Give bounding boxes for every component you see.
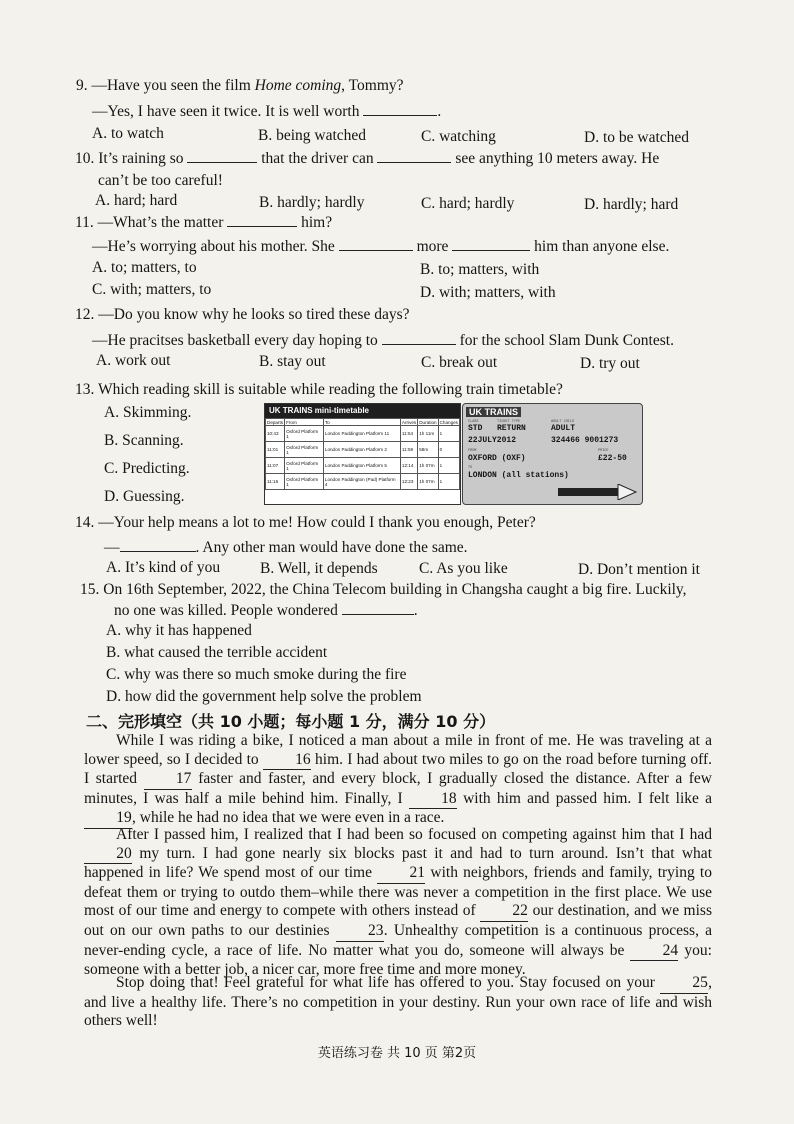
question-15-prompt: 15. On 16th September, 2022, the China Telecom building in Changsha caught a big fire. Luckily, xyxy=(80,581,687,598)
passage-paragraph-3: Stop doing that! Feel grateful for what life has offered to you. Stay focused on your 25, and live a healthy life. There’s no competition in your destiny. Run your own race of life and wish others well! xyxy=(84,974,712,1030)
table-row: 10:43 Oxford Platform 1 London Paddington Platform 11 11:54 1h 11m 1 xyxy=(266,426,460,442)
blank-22: 22 xyxy=(480,902,528,922)
option-a: A. It’s kind of you xyxy=(106,559,221,576)
page-footer: 英语练习卷 共 10 页 第2页 xyxy=(317,1046,477,1061)
question-10-prompt: 10. It’s raining so that the driver can see anything 10 meters away. He xyxy=(75,150,660,167)
blank-25: 25 xyxy=(660,974,708,994)
option-a: A. why it has happened xyxy=(106,622,252,639)
option-a: A. to; matters, to xyxy=(92,259,197,276)
ticket-to: LONDON (all stations) xyxy=(468,471,569,480)
option-c: C. break out xyxy=(421,354,498,371)
option-d: D. try out xyxy=(580,355,640,372)
question-9-answer-line: —Yes, I have seen it twice. It is well worth . xyxy=(92,103,442,120)
train-ticket-image: UK TRAINS CLASS TICKET TYPE ADULT CHILD STD RETURN ADULT 22JULY2012 324466 9001273 FROM PRICE OXFORD (OXF) £22-50 TO LONDON (all stations) xyxy=(462,403,643,505)
blank-23: 23 xyxy=(336,922,384,942)
answer-blank xyxy=(339,236,413,251)
passage-paragraph-2: After I passed him, I realized that I had been so focused on competing against him that I had 20 my turn. I had gone nearly six blocks past it and had to turn around. Isn’t that what happened in life? We spend most of our time 21 with neighbors, friends and family, trying to defeat them or trying to outdo them–while there was never a competition in the first place. We use most of our time and energy to compete with others instead of 22 our destination, and we miss out on our own paths to our destinies 23. Unhealthy competition is a continuous process, a never-ending cycle, a race of life. No matter what you do, someone will always be 24 you: someone with a better job, a nicer car, more free time and more money. xyxy=(84,826,712,979)
ticket-from: OXFORD (OXF) xyxy=(468,454,526,463)
answer-blank xyxy=(377,148,451,163)
option-b: B. to; matters, with xyxy=(420,261,540,278)
question-12-prompt: 12. —Do you know why he looks so tired these days? xyxy=(75,306,410,323)
ticket-passenger: ADULT xyxy=(551,424,576,433)
option-b: B. hardly; hardly xyxy=(259,194,365,211)
option-c: C. hard; hardly xyxy=(421,195,515,212)
question-number: 9. xyxy=(76,77,88,94)
option-b: B. Well, it depends xyxy=(260,560,378,577)
option-a: A. hard; hard xyxy=(95,192,178,209)
option-a: A. work out xyxy=(96,352,171,369)
option-c: C. watching xyxy=(421,128,496,145)
ticket-class: STD xyxy=(468,424,483,433)
blank-24: 24 xyxy=(630,942,678,962)
option-b: B. Scanning. xyxy=(104,432,184,449)
timetable-title: UK TRAINS mini-timetable xyxy=(265,404,460,418)
question-14-line2: — . Any other man would have done the same. xyxy=(104,539,468,556)
option-c: C. As you like xyxy=(419,560,508,577)
answer-blank xyxy=(452,236,530,251)
question-12-line2: —He pracitses basketball every day hoping to for the school Slam Dunk Contest. xyxy=(92,332,674,349)
option-d: D. how did the government help solve the problem xyxy=(106,688,422,705)
option-d: D. Don’t mention it xyxy=(578,561,700,578)
option-c: C. with; matters, to xyxy=(92,281,212,298)
blank-16: 16 xyxy=(263,751,311,771)
option-c: C. why was there so much smoke during the fire xyxy=(106,666,407,683)
answer-blank xyxy=(187,148,257,163)
ticket-type: RETURN xyxy=(497,424,526,433)
option-d: D. with; matters, with xyxy=(420,284,556,301)
question-13-prompt: 13. Which reading skill is suitable while reading the following train timetable? xyxy=(75,381,563,398)
train-timetable-image xyxy=(264,403,461,505)
option-d: D. to be watched xyxy=(584,129,690,146)
film-title: Home coming xyxy=(254,77,342,94)
option-a: A. to watch xyxy=(92,125,164,142)
blank-18: 18 xyxy=(409,790,457,810)
blank-20: 20 xyxy=(84,845,132,865)
option-b: B. stay out xyxy=(259,353,326,370)
question-15-line2: no one was killed. People wondered . xyxy=(114,602,418,619)
timetable-table: Departs From To Arrives Duration Changes 10:43 Oxford Platform 1 London Paddington Platform 11 11:54 1h 11m 1 11:01 Oxford Platform 1 London Paddington Platform 2 11:59 58m 0 11:07 Oxford Platform 1 London Paddington Platform 5 12:14 1h 07m 1 11:16 Oxford Platform 1 London Paddington (Pad) Platform 4 12:23 1h 07m 1 xyxy=(265,418,460,490)
ticket-logo: UK TRAINS xyxy=(466,407,521,417)
option-b: B. what caused the terrible accident xyxy=(106,644,328,661)
table-row: 11:01 Oxford Platform 1 London Paddington Platform 2 11:59 58m 0 xyxy=(266,442,460,458)
question-10-line2: can’t be too careful! xyxy=(98,172,223,189)
option-b: B. being watched xyxy=(258,127,367,144)
question-11-line2: —He’s worrying about his mother. She more him than anyone else. xyxy=(92,238,670,255)
option-d: D. hardly; hard xyxy=(584,196,679,213)
option-c: C. Predicting. xyxy=(104,460,190,477)
option-a: A. Skimming. xyxy=(104,404,192,421)
passage-paragraph-1: While I was riding a bike, I noticed a man about a mile in front of me. He was traveling at a lower speed, so I decided to 16 him. I had about two miles to go on the road before turning off. I started 17 faster and faster, and every block, I gradually closed the distance. After a few minutes, I was half a mile behind him. Finally, I 18 with him and passed him. I felt like a 19, while he had no idea that we were even in a race. xyxy=(84,732,712,829)
table-row: 11:16 Oxford Platform 1 London Paddington (Pad) Platform 4 12:23 1h 07m 1 xyxy=(266,474,460,490)
answer-blank xyxy=(342,600,414,615)
section-title: 二、完形填空（共 10 小题；每小题 1 分，满分 10 分） xyxy=(86,712,496,731)
blank-19: 19 xyxy=(84,809,132,829)
answer-blank xyxy=(363,101,437,116)
blank-21: 21 xyxy=(377,864,425,884)
answer-blank xyxy=(382,330,456,345)
question-11-prompt: 11. —What’s the matter him? xyxy=(75,214,333,231)
option-d: D. Guessing. xyxy=(104,488,185,505)
ticket-price: £22-50 xyxy=(598,454,627,463)
arrow-icon xyxy=(558,484,638,500)
blank-17: 17 xyxy=(144,770,192,790)
answer-blank xyxy=(120,537,196,552)
question-14-prompt: 14. —Your help means a lot to me! How could I thank you enough, Peter? xyxy=(75,514,536,531)
ticket-date: 22JULY2012 xyxy=(468,436,517,445)
question-9-prompt: 9. —Have you seen the film Home coming, Tommy? xyxy=(76,77,404,94)
ticket-number: 324466 9001273 xyxy=(551,436,619,445)
table-row: 11:07 Oxford Platform 1 London Paddington Platform 5 12:14 1h 07m 1 xyxy=(266,458,460,474)
answer-blank xyxy=(227,212,297,227)
